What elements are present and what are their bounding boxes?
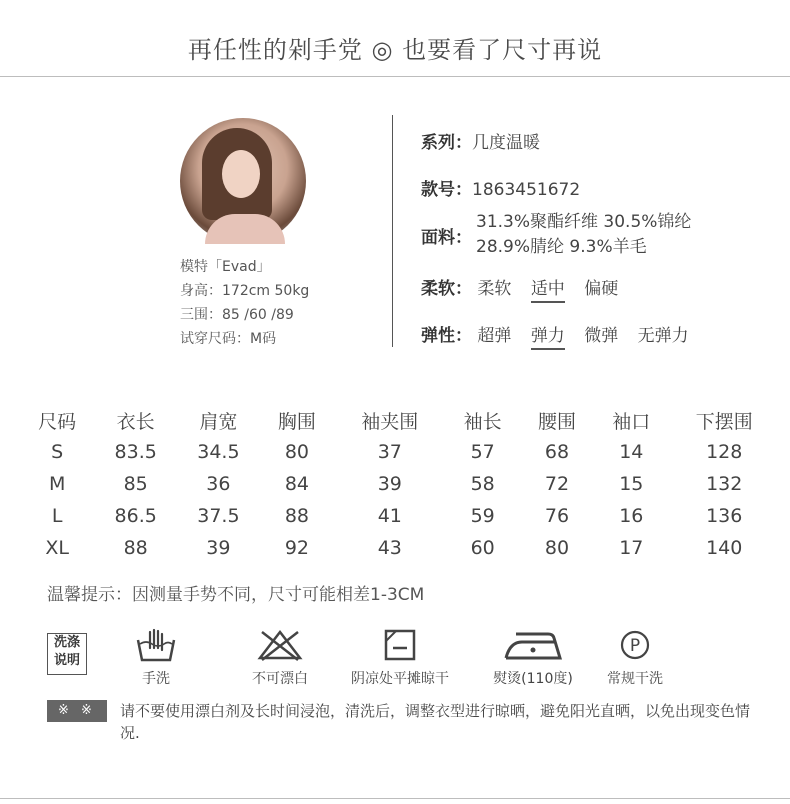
size-value-cell: 37 — [377, 441, 402, 463]
size-value-cell: 17 — [619, 537, 644, 559]
care-label: 阴凉处平摊晾干 — [351, 671, 449, 687]
model-avatar — [180, 118, 306, 244]
spec-series-label: 系列： — [421, 133, 472, 153]
model-measurements: 三围：85 /60 /89 — [180, 307, 294, 323]
spec-style-label: 款号： — [421, 180, 472, 200]
spec-elasticity-label: 弹性： — [421, 326, 472, 346]
size-value-cell: 39 — [377, 473, 402, 495]
model-height-weight: 身高：172cm 50kg — [180, 283, 310, 299]
dry-clean-icon — [618, 628, 652, 662]
size-header-cell: 袖夹围 — [361, 410, 419, 433]
size-value-cell: 39 — [206, 537, 231, 559]
size-value-cell: 72 — [544, 473, 570, 495]
size-value-cell: 128 — [706, 441, 743, 463]
size-label-cell: M — [48, 473, 66, 495]
size-header-cell: 袖口 — [612, 410, 651, 433]
page-title: 再任性的剁手党 ◎ 也要看了尺寸再说 — [187, 36, 603, 64]
softness-option-selected: 适中 — [531, 274, 565, 299]
model-try-size: 试穿尺码：M码 — [180, 331, 277, 347]
spec-style-value: 1863451672 — [472, 180, 581, 200]
washing-box-line1: 洗涤 — [53, 635, 80, 650]
softness-option: 偏硬 — [584, 279, 619, 299]
size-value-cell: 57 — [470, 441, 495, 463]
size-row — [20, 532, 780, 564]
size-value-cell: 83.5 — [114, 441, 157, 463]
size-row — [20, 468, 780, 500]
size-value-cell: 88 — [123, 537, 148, 559]
size-value-cell: 86.5 — [114, 505, 157, 527]
spec-elasticity — [421, 321, 703, 346]
size-value-cell: 15 — [619, 473, 644, 495]
size-value-cell: 60 — [470, 537, 495, 559]
size-header-cell: 胸围 — [277, 410, 316, 433]
iron-icon — [502, 628, 564, 662]
spec-fabric-line1: 31.3%聚酯纤维 30.5%锦纶 — [476, 212, 692, 232]
spec-softness-label: 柔软： — [421, 279, 472, 299]
care-label: 手洗 — [142, 671, 170, 687]
hand-wash-icon — [134, 628, 178, 662]
spec-series-value: 几度温暖 — [472, 133, 540, 153]
spec-fabric-line2: 28.9%腈纶 9.3%羊毛 — [476, 237, 647, 257]
bottom-divider — [0, 798, 790, 799]
size-row — [20, 436, 780, 468]
size-value-cell: 80 — [284, 441, 309, 463]
care-hand-wash — [128, 628, 184, 688]
svg-text:P: P — [629, 636, 641, 656]
size-row — [20, 500, 780, 532]
size-value-cell: 88 — [284, 505, 309, 527]
spec-fabric-label: 面料： — [421, 228, 472, 248]
elasticity-option: 微弹 — [584, 326, 619, 346]
size-value-cell: 132 — [706, 473, 743, 495]
size-label-cell: XL — [45, 537, 69, 559]
size-header-cell: 肩宽 — [199, 410, 238, 433]
size-header-cell: 尺码 — [38, 410, 77, 433]
size-header-cell: 衣长 — [116, 410, 155, 433]
size-table-header — [20, 404, 780, 436]
care-label: 熨烫(110度) — [493, 671, 573, 687]
washing-box-line2: 说明 — [53, 653, 80, 668]
size-header-cell: 袖长 — [463, 410, 502, 433]
size-value-cell: 41 — [377, 505, 402, 527]
elasticity-option: 无弹力 — [637, 326, 689, 346]
model-info — [180, 255, 309, 351]
size-value-cell: 136 — [706, 505, 743, 527]
elasticity-option: 超弹 — [477, 326, 512, 346]
flat-dry-shade-icon — [383, 628, 417, 662]
size-value-cell: 140 — [706, 537, 743, 559]
size-value-cell: 59 — [470, 505, 495, 527]
size-value-cell: 37.5 — [197, 505, 240, 527]
care-note-text: 请不要使用漂白剂及长时间浸泡，清洗后，调整衣型进行晾晒，避免阳光直晒，以免出现变色情况. — [120, 702, 751, 742]
size-label-cell: S — [51, 441, 64, 463]
spec-style-no — [421, 175, 580, 200]
size-value-cell: 68 — [544, 441, 570, 463]
measurement-tip: 温馨提示：因测量手势不同，尺寸可能相差1-3CM — [47, 585, 425, 605]
spec-fabric — [421, 210, 691, 260]
care-label: 常规干洗 — [607, 671, 663, 687]
care-flat-dry — [338, 628, 462, 688]
note-badge: ※ ※ — [47, 700, 107, 722]
spec-series — [421, 128, 540, 153]
size-header-cell: 腰围 — [537, 410, 576, 433]
size-value-cell: 16 — [619, 505, 644, 527]
size-label-cell: L — [51, 505, 63, 527]
size-value-cell: 34.5 — [197, 441, 240, 463]
no-bleach-icon — [256, 628, 304, 662]
size-value-cell: 84 — [284, 473, 309, 495]
care-iron — [488, 628, 578, 688]
elasticity-option-selected: 弹力 — [531, 321, 565, 346]
size-header-cell: 下摆围 — [695, 410, 753, 433]
washing-instructions-box — [47, 633, 87, 675]
size-value-cell: 43 — [377, 537, 402, 559]
model-name: 模特「Evad」 — [180, 259, 271, 275]
size-value-cell: 85 — [123, 473, 148, 495]
size-value-cell: 14 — [619, 441, 644, 463]
size-value-cell: 80 — [544, 537, 570, 559]
care-label: 不可漂白 — [252, 671, 308, 687]
size-table — [20, 404, 780, 564]
size-value-cell: 58 — [470, 473, 495, 495]
care-dry-clean — [594, 628, 676, 688]
vertical-divider — [392, 115, 393, 347]
size-value-cell: 36 — [206, 473, 231, 495]
spec-softness — [421, 274, 632, 299]
size-value-cell: 92 — [284, 537, 309, 559]
softness-option: 柔软 — [477, 279, 512, 299]
top-divider — [0, 76, 790, 77]
care-no-bleach — [240, 628, 320, 688]
size-value-cell: 76 — [544, 505, 570, 527]
